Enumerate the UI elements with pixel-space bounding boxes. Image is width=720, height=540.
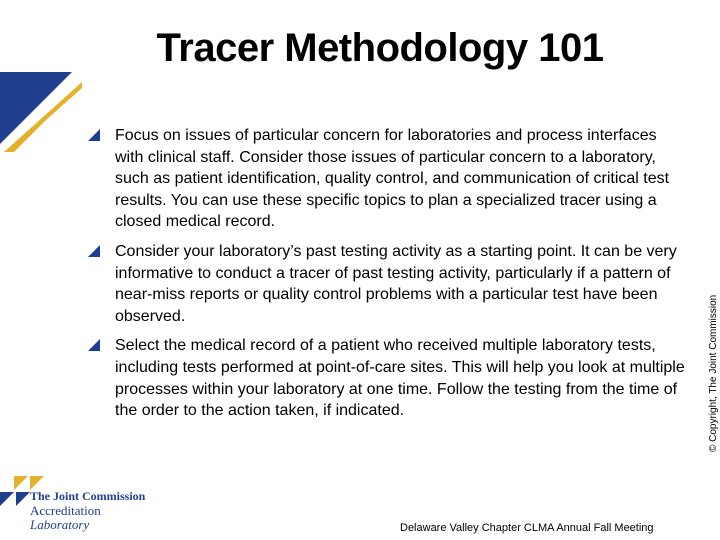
slide-title: Tracer Methodology 101 — [156, 26, 604, 70]
logo-text-line1: The Joint Commission — [30, 489, 146, 503]
triangle-bullet-icon — [88, 245, 100, 257]
triangle-bullet-icon — [88, 129, 100, 141]
bullet-text: Focus on issues of particular concern for laboratories and process interfaces with clinical staff. Consider those issues of particular concern to a laboratory, such as patient identification, quality control, and communication of critical test results. You can use these specific topics to plan a specialized tracer using a closed medical record. — [115, 127, 670, 231]
copyright-notice: © Copyright, The Joint Commission — [708, 294, 719, 452]
list-item — [88, 125, 688, 233]
logo-text-line3: Laboratory — [30, 517, 90, 532]
bullet-text: Select the medical record of a patient who received multiple laboratory tests, including tests performed at point-of-care sites. This will help you look at multiple processes within your laboratory at one time. Follow the testing from the time of the order to the action taken, if indicated. — [115, 337, 685, 420]
triangle-bullet-icon — [88, 339, 100, 351]
footer-text: Delaware Valley Chapter CLMA Annual Fall Meeting — [400, 522, 654, 534]
corner-triangles-icon — [0, 72, 82, 152]
list-item — [88, 335, 688, 421]
list-item — [88, 241, 688, 327]
bullet-list — [88, 125, 688, 430]
bullet-text: Consider your laboratory’s past testing activity as a starting point. It can be very informative to conduct a tracer of past testing activity, particularly if a pattern of near-miss reports or quality control problems with a particular test have been observed. — [115, 242, 677, 325]
logo-text-line2: Accreditation — [30, 503, 101, 518]
